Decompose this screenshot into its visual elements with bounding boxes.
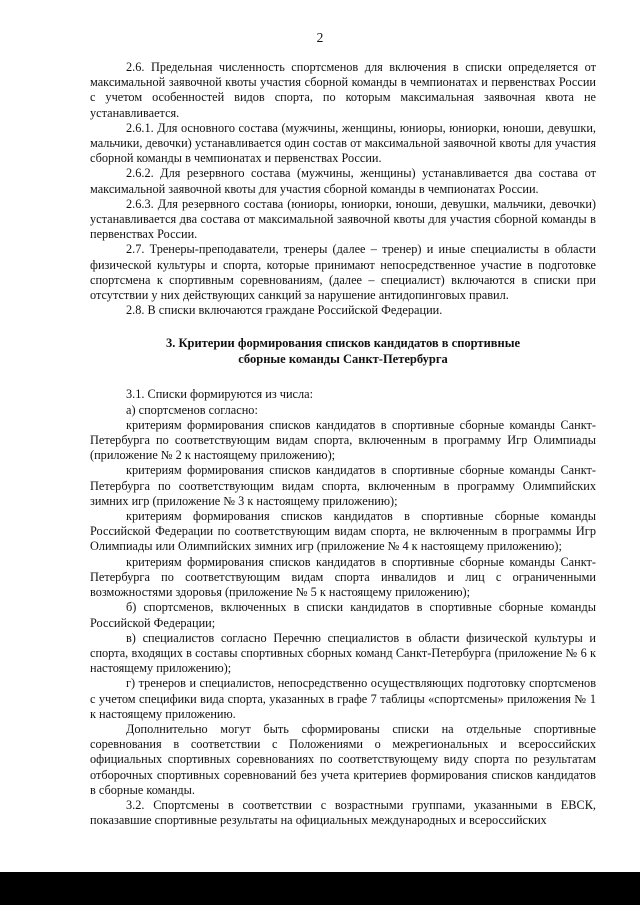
section-3-heading-line-2: сборные команды Санкт-Петербурга [238,351,448,366]
paragraph-3-1-g: г) тренеров и специалистов, непосредственно осуществляющих подготовку спортсменов с учетом специфики вида спорта, указанных в графе 7 таблицы «спортсмены» приложения № 1 к настоящему приложению. [90,676,596,721]
paragraph-3-1: 3.1. Списки формируются из числа: [126,387,314,402]
scan-bottom-edge [0,872,640,905]
paragraph-3-1-a: а) спортсменов согласно: [126,402,258,417]
paragraph-2-6-2: 2.6.2. Для резервного состава (мужчины, женщины) устанавливается два состава от максимальной заявочной квоты для участия сборной команды в чемпионатах России. [90,166,596,196]
paragraph-3-1-v: в) специалистов согласно Перечню специалистов в области физической культуры и спорта, входящих в составы спортивных сборных команд Санкт-Петербурга (приложение № 6 к настоящему приложению); [90,630,596,676]
paragraph-3-1-b: б) спортсменов, включенных в списки кандидатов в спортивные сборные команды Российской Федерации; [90,600,596,630]
page-number: 2 [316,30,324,45]
paragraph-3-2: 3.2. Спортсмены в соответствии с возрастными группами, указанными в ЕВСК, показавшие спортивные результаты на официальных международных и всероссийских [90,797,596,828]
criteria-item-non-olympic: критериям формирования списков кандидатов в спортивные сборные команды Российской Федерации по соответствующим видам спорта, не включенным в программы Игр Олимпиады или Олимпийских зимних игр (приложение № 4 к настоящему приложению); [90,509,596,554]
paragraph-additional-lists: Дополнительно могут быть сформированы списки на отдельные спортивные соревнования в соответствии с Положениями о межрегиональных и всероссийских официальных спортивных соревнованиях по соответствующему виду спорта по результатам отборочных спортивных соревнований без учета критериев формирования списков кандидатов в сборные команды. [90,721,596,797]
paragraph-2-6: 2.6. Предельная численность спортсменов для включения в списки определяется от максимальной заявочной квоты участия сборной команды в чемпионатах и первенствах России с учетом особенностей видов спорта, по которым максимальная заявочная квота не устанавливается. [90,60,596,120]
section-3-heading-line-1: 3. Критерии формирования списков кандидатов в спортивные [165,336,521,351]
section-3-heading [90,336,596,367]
paragraph-2-6-1: 2.6.1. Для основного состава (мужчины, женщины, юниоры, юниорки, юноши, девушки, мальчики, девочки) устанавливается один состав от максимальной заявочной квоты для участия сборной команды в чемпионатах и первенствах России. [90,120,596,166]
criteria-item-winter-games: критериям формирования списков кандидатов в спортивные сборные команды Санкт-Петербурга по соответствующим видам спорта, включенным в программу Олимпийских зимних игр (приложение № 3 к настоящему приложению); [90,463,596,508]
criteria-item-olympiad: критериям формирования списков кандидатов в спортивные сборные команды Санкт-Петербурга по соответствующим видам спорта, включенным в программу Игр Олимпиады (приложение № 2 к настоящему приложению); [90,417,596,463]
paragraph-2-7: 2.7. Тренеры-преподаватели, тренеры (далее – тренер) и иные специалисты в области физической культуры и спорта, которые принимают непосредственное участие в подготовке спортсмена к спортивным соревнованиям, (далее – специалист) включаются в списки при отсутствии у них действующих санкций за нарушение антидопинговых правил. [90,242,596,303]
document-body [90,60,596,828]
paragraph-2-8: 2.8. В списки включаются граждане Российской Федерации. [126,303,443,318]
criteria-item-disabled-sports: критериям формирования списков кандидатов в спортивные сборные команды Санкт-Петербурга по соответствующим видам спорта инвалидов и лиц с ограниченными возможностями здоровья (приложение № 5 к настоящему приложению); [90,554,596,600]
paragraph-2-6-3: 2.6.3. Для резервного состава (юниоры, юниорки, юноши, девушки, мальчики, девочки) устанавливается два состава от максимальной заявочной квоты для участия сборной команды в первенствах России. [90,196,596,242]
